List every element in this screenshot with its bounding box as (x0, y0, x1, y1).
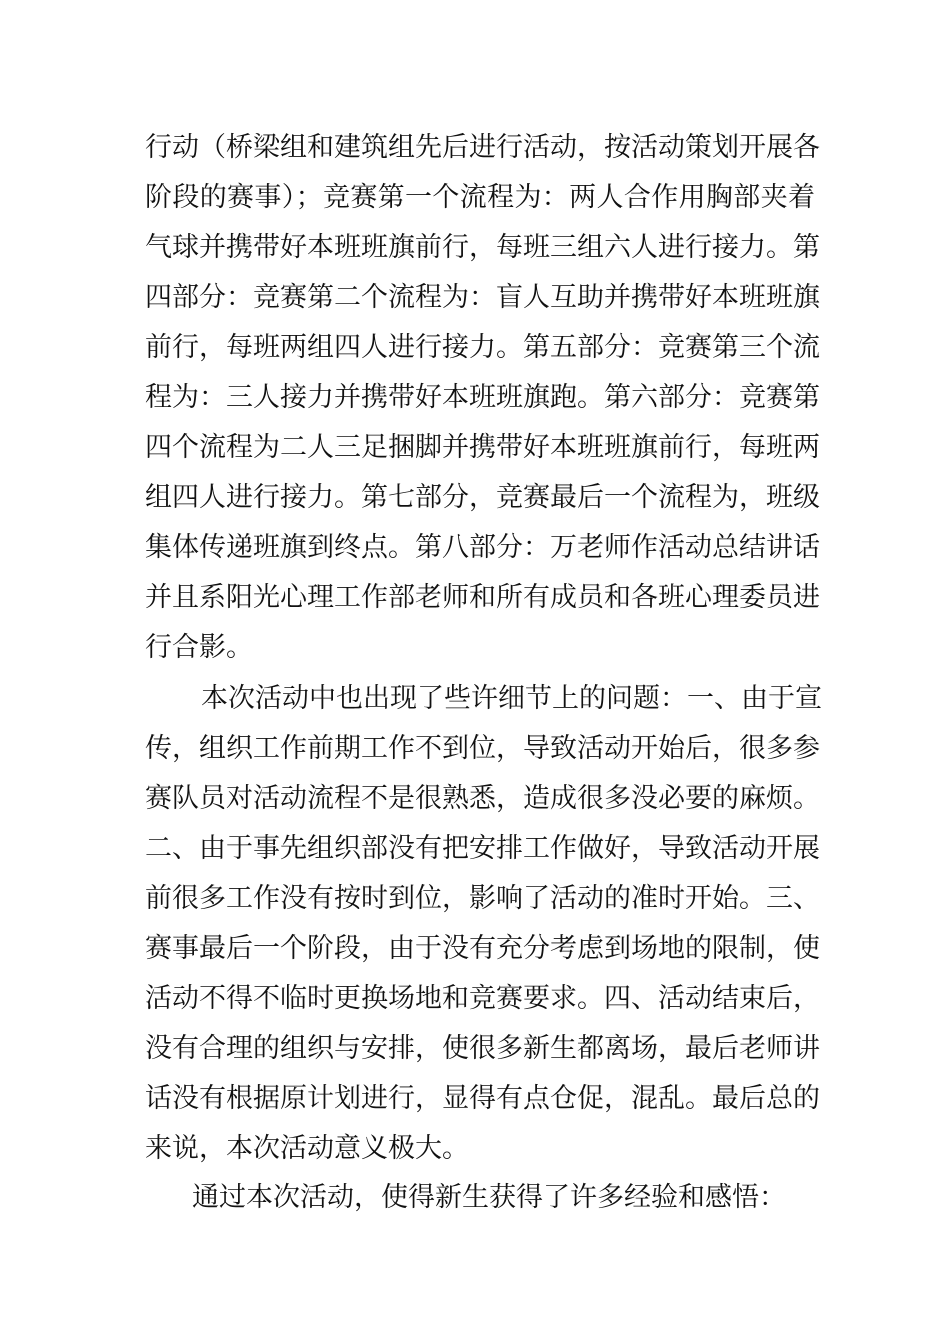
text-line: 前行，每班两组四人进行接力。第五部分：竞赛第三个流 (145, 332, 820, 363)
text-line: 传，组织工作前期工作不到位，导致活动开始后，很多参 (145, 733, 820, 764)
paragraph-problems (145, 674, 822, 1174)
text-line: 行合影。 (145, 632, 253, 663)
text-line: 气球并携带好本班班旗前行，每班三组六人进行接力。第 (145, 232, 820, 263)
text-line: 赛队员对活动流程不是很熟悉，造成很多没必要的麻烦。 (145, 783, 820, 814)
text-line: 本次活动中也出现了些许细节上的问题：一、由于宣 (201, 683, 822, 714)
paragraph-activity-process (145, 123, 820, 673)
text-line: 赛事最后一个阶段，由于没有充分考虑到场地的限制，使 (145, 933, 820, 964)
text-line: 组四人进行接力。第七部分，竞赛最后一个流程为，班级 (145, 482, 820, 513)
text-line: 话没有根据原计划进行，显得有点仓促，混乱。最后总的 (145, 1083, 820, 1114)
text-line: 通过本次活动，使得新生获得了许多经验和感悟： (192, 1182, 786, 1213)
text-line: 阶段的赛事）；竞赛第一个流程为：两人合作用胸部夹着 (145, 182, 815, 213)
text-line: 二、由于事先组织部没有把安排工作做好，导致活动开展 (145, 833, 820, 864)
paragraph-conclusion (145, 1173, 815, 1223)
text-line: 四个流程为二人三足捆脚并携带好本班班旗前行，每班两 (145, 432, 820, 463)
text-line: 程为：三人接力并携带好本班班旗跑。第六部分：竞赛第 (145, 382, 820, 413)
text-line: 集体传递班旗到终点。第八部分：万老师作活动总结讲话 (145, 532, 820, 563)
text-line: 并且系阳光心理工作部老师和所有成员和各班心理委员进 (145, 582, 820, 613)
text-line: 四部分：竞赛第二个流程为：盲人互助并携带好本班班旗 (145, 282, 820, 313)
text-line: 来说，本次活动意义极大。 (145, 1133, 469, 1164)
text-line: 行动（桥梁组和建筑组先后进行活动，按活动策划开展各 (145, 132, 820, 163)
text-line: 没有合理的组织与安排，使很多新生都离场，最后老师讲 (145, 1033, 820, 1064)
text-line: 活动不得不临时更换场地和竞赛要求。四、活动结束后， (145, 983, 820, 1014)
text-line: 前很多工作没有按时到位，影响了活动的准时开始。三、 (145, 883, 820, 914)
